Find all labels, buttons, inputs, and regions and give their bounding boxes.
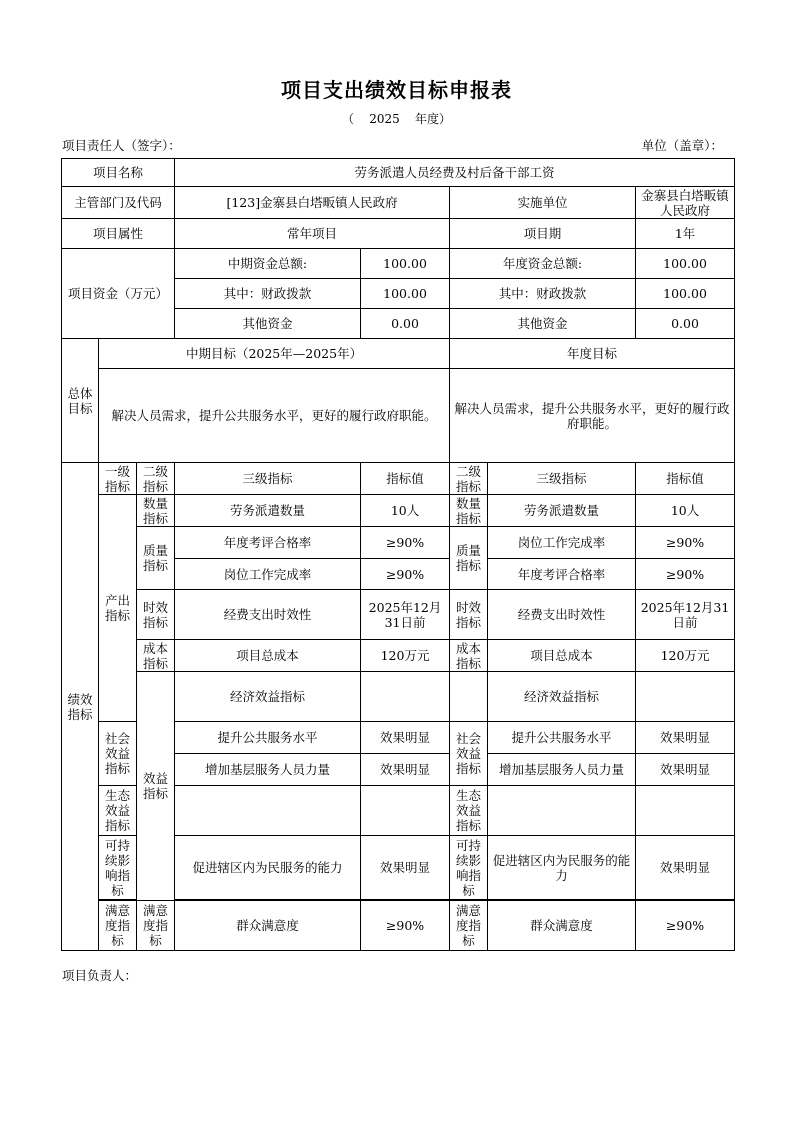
year-satisfaction-value: ≥90%	[636, 901, 735, 951]
mid-quality-value-2: ≥90%	[361, 559, 450, 590]
overall-goal-label: 总体目标	[62, 339, 99, 463]
project-leader-label: 项目负责人：	[62, 968, 138, 983]
mid-other-value: 0.00	[361, 309, 450, 339]
mid-goal-text: 解决人员需求，提升公共服务水平，更好的履行政府职能。	[99, 369, 450, 463]
mid-cost-value: 120万元	[361, 640, 450, 672]
mid-quantity-item: 劳务派遣数量	[175, 495, 361, 527]
level1-header: 一级指标	[99, 463, 137, 495]
mid-social-item-1: 提升公共服务水平	[175, 722, 361, 754]
social-indicator-label-year: 社会效益指标	[450, 722, 488, 786]
satisfaction-indicator-label: 满意度指标	[99, 901, 137, 951]
year-open: （	[341, 112, 354, 126]
mid-economic-item	[361, 672, 450, 722]
year-cost-item: 项目总成本	[488, 640, 636, 672]
mid-sustain-item: 促进辖区内为民服务的能力	[175, 836, 361, 900]
impl-unit-label: 实施单位	[450, 187, 636, 219]
year-value: 2025	[369, 112, 400, 126]
mid-economic-value	[450, 672, 488, 722]
mid-sustain-value: 效果明显	[361, 836, 450, 900]
social-indicator-label: 社会效益指标	[99, 722, 137, 786]
mid-quality-item-2: 岗位工作完成率	[175, 559, 361, 590]
quantity-indicator-label-year: 数量指标	[450, 495, 488, 527]
year-time-item: 经费支出时效性	[488, 590, 636, 640]
level3-header: 三级指标	[175, 463, 361, 495]
quality-indicator-label-year: 质量指标	[450, 527, 488, 590]
mid-other-label: 其他资金	[175, 309, 361, 339]
dept-label: 主管部门及代码	[62, 187, 175, 219]
mid-satisfaction-value: ≥90%	[361, 901, 450, 951]
form-title: 项目支出绩效目标申报表	[281, 78, 512, 102]
project-period-value: 1年	[636, 219, 735, 249]
responsible-label: 项目责任人（签字）：	[62, 138, 181, 153]
mid-cost-item: 项目总成本	[175, 640, 361, 672]
project-name: 劳务派遣人员经费及村后备干部工资	[175, 159, 735, 187]
mid-quality-value-1: ≥90%	[361, 527, 450, 559]
mid-fiscal-label: 其中：财政拨款	[175, 279, 361, 309]
timeliness-indicator-label: 时效指标	[137, 590, 175, 640]
value-header-year: 指标值	[636, 463, 735, 495]
economic-indicator-label: 经济效益指标	[175, 672, 361, 722]
year-quantity-item: 劳务派遣数量	[488, 495, 636, 527]
year-eco-value	[636, 786, 735, 836]
mid-quality-item-1: 年度考评合格率	[175, 527, 361, 559]
output-indicator-label: 产出指标	[99, 495, 137, 722]
year-total-label: 年度资金总额:	[450, 249, 636, 279]
project-attr-value: 常年项目	[175, 219, 450, 249]
mid-eco-value	[361, 786, 450, 836]
cost-indicator-label-year: 成本指标	[450, 640, 488, 672]
benefit-indicator-label: 效益指标	[137, 672, 175, 901]
year-goal-header: 年度目标	[450, 339, 735, 369]
year-quality-item-2: 年度考评合格率	[488, 559, 636, 590]
mid-social-item-2: 增加基层服务人员力量	[175, 754, 361, 786]
year-quality-value-1: ≥90%	[636, 527, 735, 559]
year-social-item-2: 增加基层服务人员力量	[488, 754, 636, 786]
year-fiscal-label: 其中：财政拨款	[450, 279, 636, 309]
year-quantity-value: 10人	[636, 495, 735, 527]
eco-indicator-label: 生态效益指标	[99, 786, 137, 836]
eco-indicator-label-year: 生态效益指标	[450, 786, 488, 836]
unit-seal-label: 单位（盖章）：	[641, 138, 723, 153]
year-goal-text: 解决人员需求，提升公共服务水平，更好的履行政府职能。	[450, 369, 735, 463]
form-year	[0, 110, 793, 127]
mid-satisfaction-item: 群众满意度	[175, 901, 361, 951]
year-social-value-2: 效果明显	[636, 754, 735, 786]
year-time-value: 2025年12月31日前	[636, 590, 735, 640]
year-cost-value: 120万元	[636, 640, 735, 672]
quantity-indicator-label: 数量指标	[137, 495, 175, 527]
mid-social-value-2: 效果明显	[361, 754, 450, 786]
mid-fiscal-value: 100.00	[361, 279, 450, 309]
year-quality-value-2: ≥90%	[636, 559, 735, 590]
year-eco-item	[488, 786, 636, 836]
perf-indicator-label: 绩效指标	[62, 463, 99, 951]
quality-indicator-label: 质量指标	[137, 527, 175, 590]
mid-eco-item	[175, 786, 361, 836]
value-header: 指标值	[361, 463, 450, 495]
year-fiscal-value: 100.00	[636, 279, 735, 309]
year-quality-item-1: 岗位工作完成率	[488, 527, 636, 559]
satisfaction-sub-label-year: 满意度指标	[450, 901, 488, 951]
project-attr-label: 项目属性	[62, 219, 175, 249]
year-other-value: 0.00	[636, 309, 735, 339]
mid-total-value: 100.00	[361, 249, 450, 279]
project-name-label: 项目名称	[62, 159, 175, 187]
year-satisfaction-item: 群众满意度	[488, 901, 636, 951]
year-other-label: 其他资金	[450, 309, 636, 339]
mid-goal-header: 中期目标（2025年—2025年）	[99, 339, 450, 369]
year-sustain-value: 效果明显	[636, 836, 735, 900]
mid-total-label: 中期资金总额:	[175, 249, 361, 279]
economic-indicator-label-year: 经济效益指标	[488, 672, 636, 722]
year-economic-item	[636, 672, 735, 722]
dept-value: [123]金寨县白塔畈镇人民政府	[175, 187, 450, 219]
sustain-indicator-label: 可持续影响指标	[99, 836, 137, 900]
satisfaction-sub-label: 满意度指标	[137, 901, 175, 951]
mid-time-item: 经费支出时效性	[175, 590, 361, 640]
funds-label: 项目资金（万元）	[62, 249, 175, 339]
level3-header-year: 三级指标	[488, 463, 636, 495]
level2-header: 二级指标	[137, 463, 175, 495]
year-social-value-1: 效果明显	[636, 722, 735, 754]
year-sustain-item: 促进辖区内为民服务的能力	[488, 836, 636, 900]
cost-indicator-label: 成本指标	[137, 640, 175, 672]
mid-quantity-value: 10人	[361, 495, 450, 527]
impl-unit-value: 金寨县白塔畈镇人民政府	[636, 187, 735, 219]
mid-time-value: 2025年12月31日前	[361, 590, 450, 640]
performance-target-table	[61, 158, 735, 951]
project-period-label: 项目期	[450, 219, 636, 249]
sustain-indicator-label-year: 可持续影响指标	[450, 836, 488, 900]
year-social-item-1: 提升公共服务水平	[488, 722, 636, 754]
mid-social-value-1: 效果明显	[361, 722, 450, 754]
year-close: 年度）	[415, 112, 452, 126]
timeliness-indicator-label-year: 时效指标	[450, 590, 488, 640]
level2-header-year: 二级指标	[450, 463, 488, 495]
year-total-value: 100.00	[636, 249, 735, 279]
